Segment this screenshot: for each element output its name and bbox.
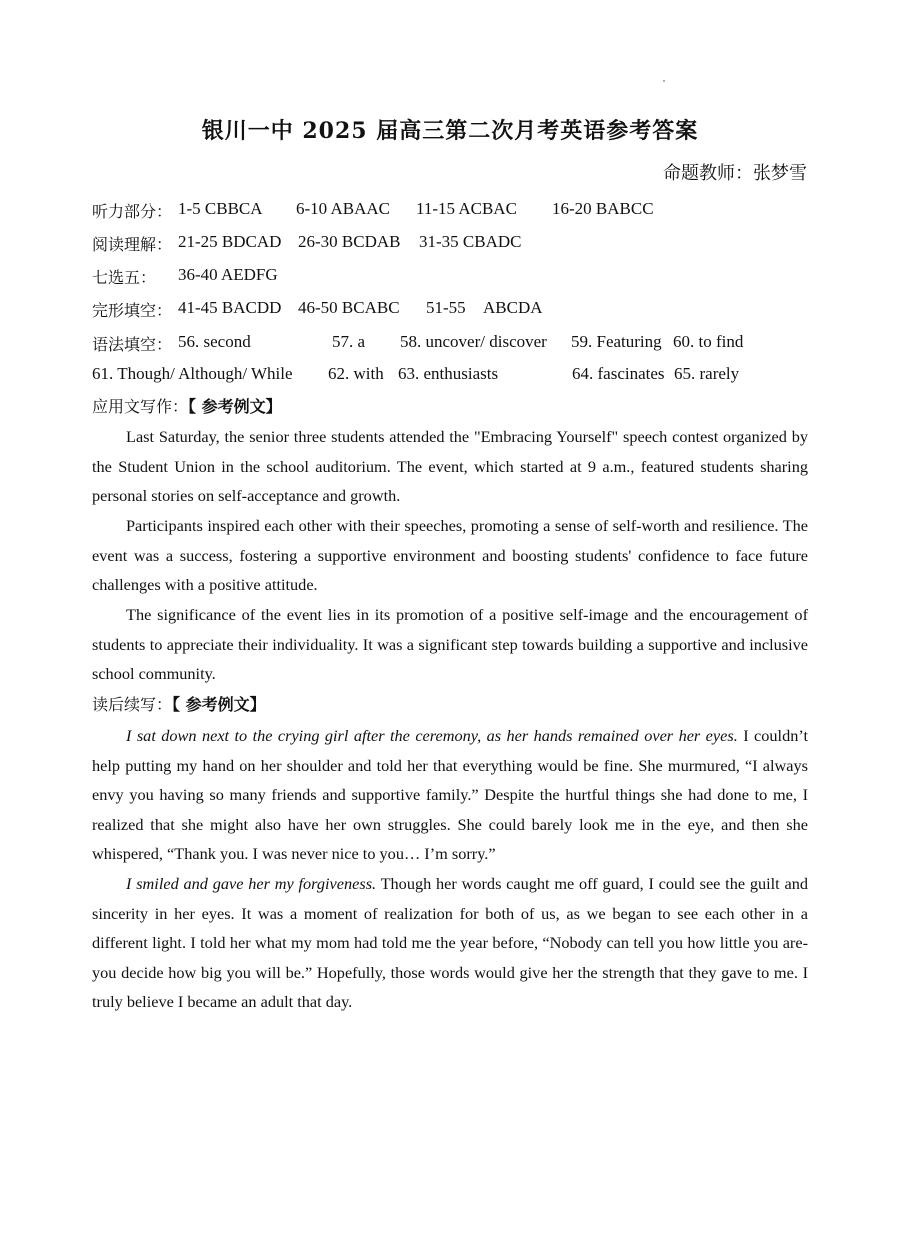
author-line: 命题教师：张梦雪: [663, 163, 807, 184]
answer-item: 65. rarely: [674, 364, 740, 383]
writing-heading: [92, 394, 282, 417]
scan-speck: [663, 80, 665, 82]
answer-group: 6-10 ABAAC: [296, 199, 390, 218]
continuation-label: 读后续写：: [92, 695, 173, 714]
paragraph-text: I couldn’t help putting my hand on her shoulder and told her that everything would be fine. She murmured, “I always envy you having so many friends and supportive family.” Despite the hurtful things she had done to me, I realized that she might also have her own struggles. She could barely look me in the eye, and then she whispered, “Thank you. I was never nice to you… I’m sorry.”: [92, 726, 809, 864]
answer-group: 1-5 CBBCA: [178, 199, 263, 218]
cloze-label: 完形填空：: [92, 301, 173, 320]
grammar-row-2: [92, 364, 808, 388]
listening-label: 听力部分：: [92, 202, 173, 221]
reading-row: [92, 232, 792, 256]
answer-group: 46-50 BCABC: [298, 298, 400, 317]
continuation-heading: [92, 692, 266, 715]
answer-item: 63. enthusiasts: [398, 364, 499, 383]
paragraph-text: Though her words caught me off guard, I could see the guilt and sincerity in her eyes. It was a moment of realization for both of us, as we began to see each other in a different light. I told her what my mom had told me the year before, “Nobody can tell you how little you are-you decide how big you will be.” Hopefully, those words would give her the strength that they gave to me. I truly believe I became an adult that day.: [92, 874, 808, 1012]
continuation-paragraph-1: [92, 721, 808, 869]
answer-item: 61. Though/ Although/ While: [92, 364, 293, 383]
writing-paragraph-1: Last Saturday, the senior three students attended the "Embracing Yourself" speech contest organized by the Student Union in the school auditorium. The event, which started at 9 a.m., featured students sharing personal stories on self-acceptance and growth.: [92, 427, 808, 506]
seven-five-label: 七选五：: [92, 268, 157, 287]
writing-tag: 【 参考例文】: [188, 397, 282, 416]
answer-item: 62. with: [328, 364, 384, 383]
answer-item: 58. uncover/ discover: [400, 332, 547, 351]
grammar-label: 语法填空：: [92, 335, 173, 354]
continuation-tag: 【 参考例文】: [172, 695, 266, 714]
writing-paragraph-2: Participants inspired each other with their speeches, promoting a sense of self-worth and resilience. The event was a success, fostering a supportive environment and boosting students' confidence to face future challenges with a positive attitude.: [92, 516, 808, 595]
answer-group: 51-55: [426, 298, 466, 317]
given-opening-sentence: I smiled and gave her my forgiveness.: [126, 874, 377, 893]
answer-group: 31-35 CBADC: [419, 232, 522, 251]
answer-group: 16-20 BABCC: [552, 199, 654, 218]
answer-group: ABCDA: [483, 298, 543, 317]
answer-group: 36-40 AEDFG: [178, 265, 278, 284]
answer-group: 11-15 ACBAC: [416, 199, 517, 218]
seven-five-row: [92, 265, 792, 289]
writing-label: 应用文写作：: [92, 397, 189, 416]
answer-item: 56. second: [178, 332, 251, 351]
answer-group: 41-45 BACDD: [178, 298, 282, 317]
answer-group: 26-30 BCDAB: [298, 232, 401, 251]
page-title: 银川一中 2025 届高三第二次月考英语参考答案: [201, 118, 699, 144]
continuation-paragraph-2: [92, 869, 808, 1017]
answer-item: 59. Featuring: [571, 332, 662, 351]
answer-item: 57. a: [332, 332, 366, 351]
grammar-row-1: [92, 332, 808, 356]
answer-item: 64. fascinates: [572, 364, 665, 383]
reading-label: 阅读理解：: [92, 235, 173, 254]
answer-item: 60. to find: [673, 332, 744, 351]
answer-group: 21-25 BDCAD: [178, 232, 282, 251]
cloze-row: [92, 298, 792, 322]
writing-paragraph-3: The significance of the event lies in its promotion of a positive self-image and the encouragement of students to appreciate their individuality. It was a significant step towards building a supportive and inclusive school community.: [92, 605, 808, 684]
listening-row: [92, 199, 792, 223]
given-opening-sentence: I sat down next to the crying girl after the ceremony, as her hands remained over her eyes.: [126, 726, 738, 745]
